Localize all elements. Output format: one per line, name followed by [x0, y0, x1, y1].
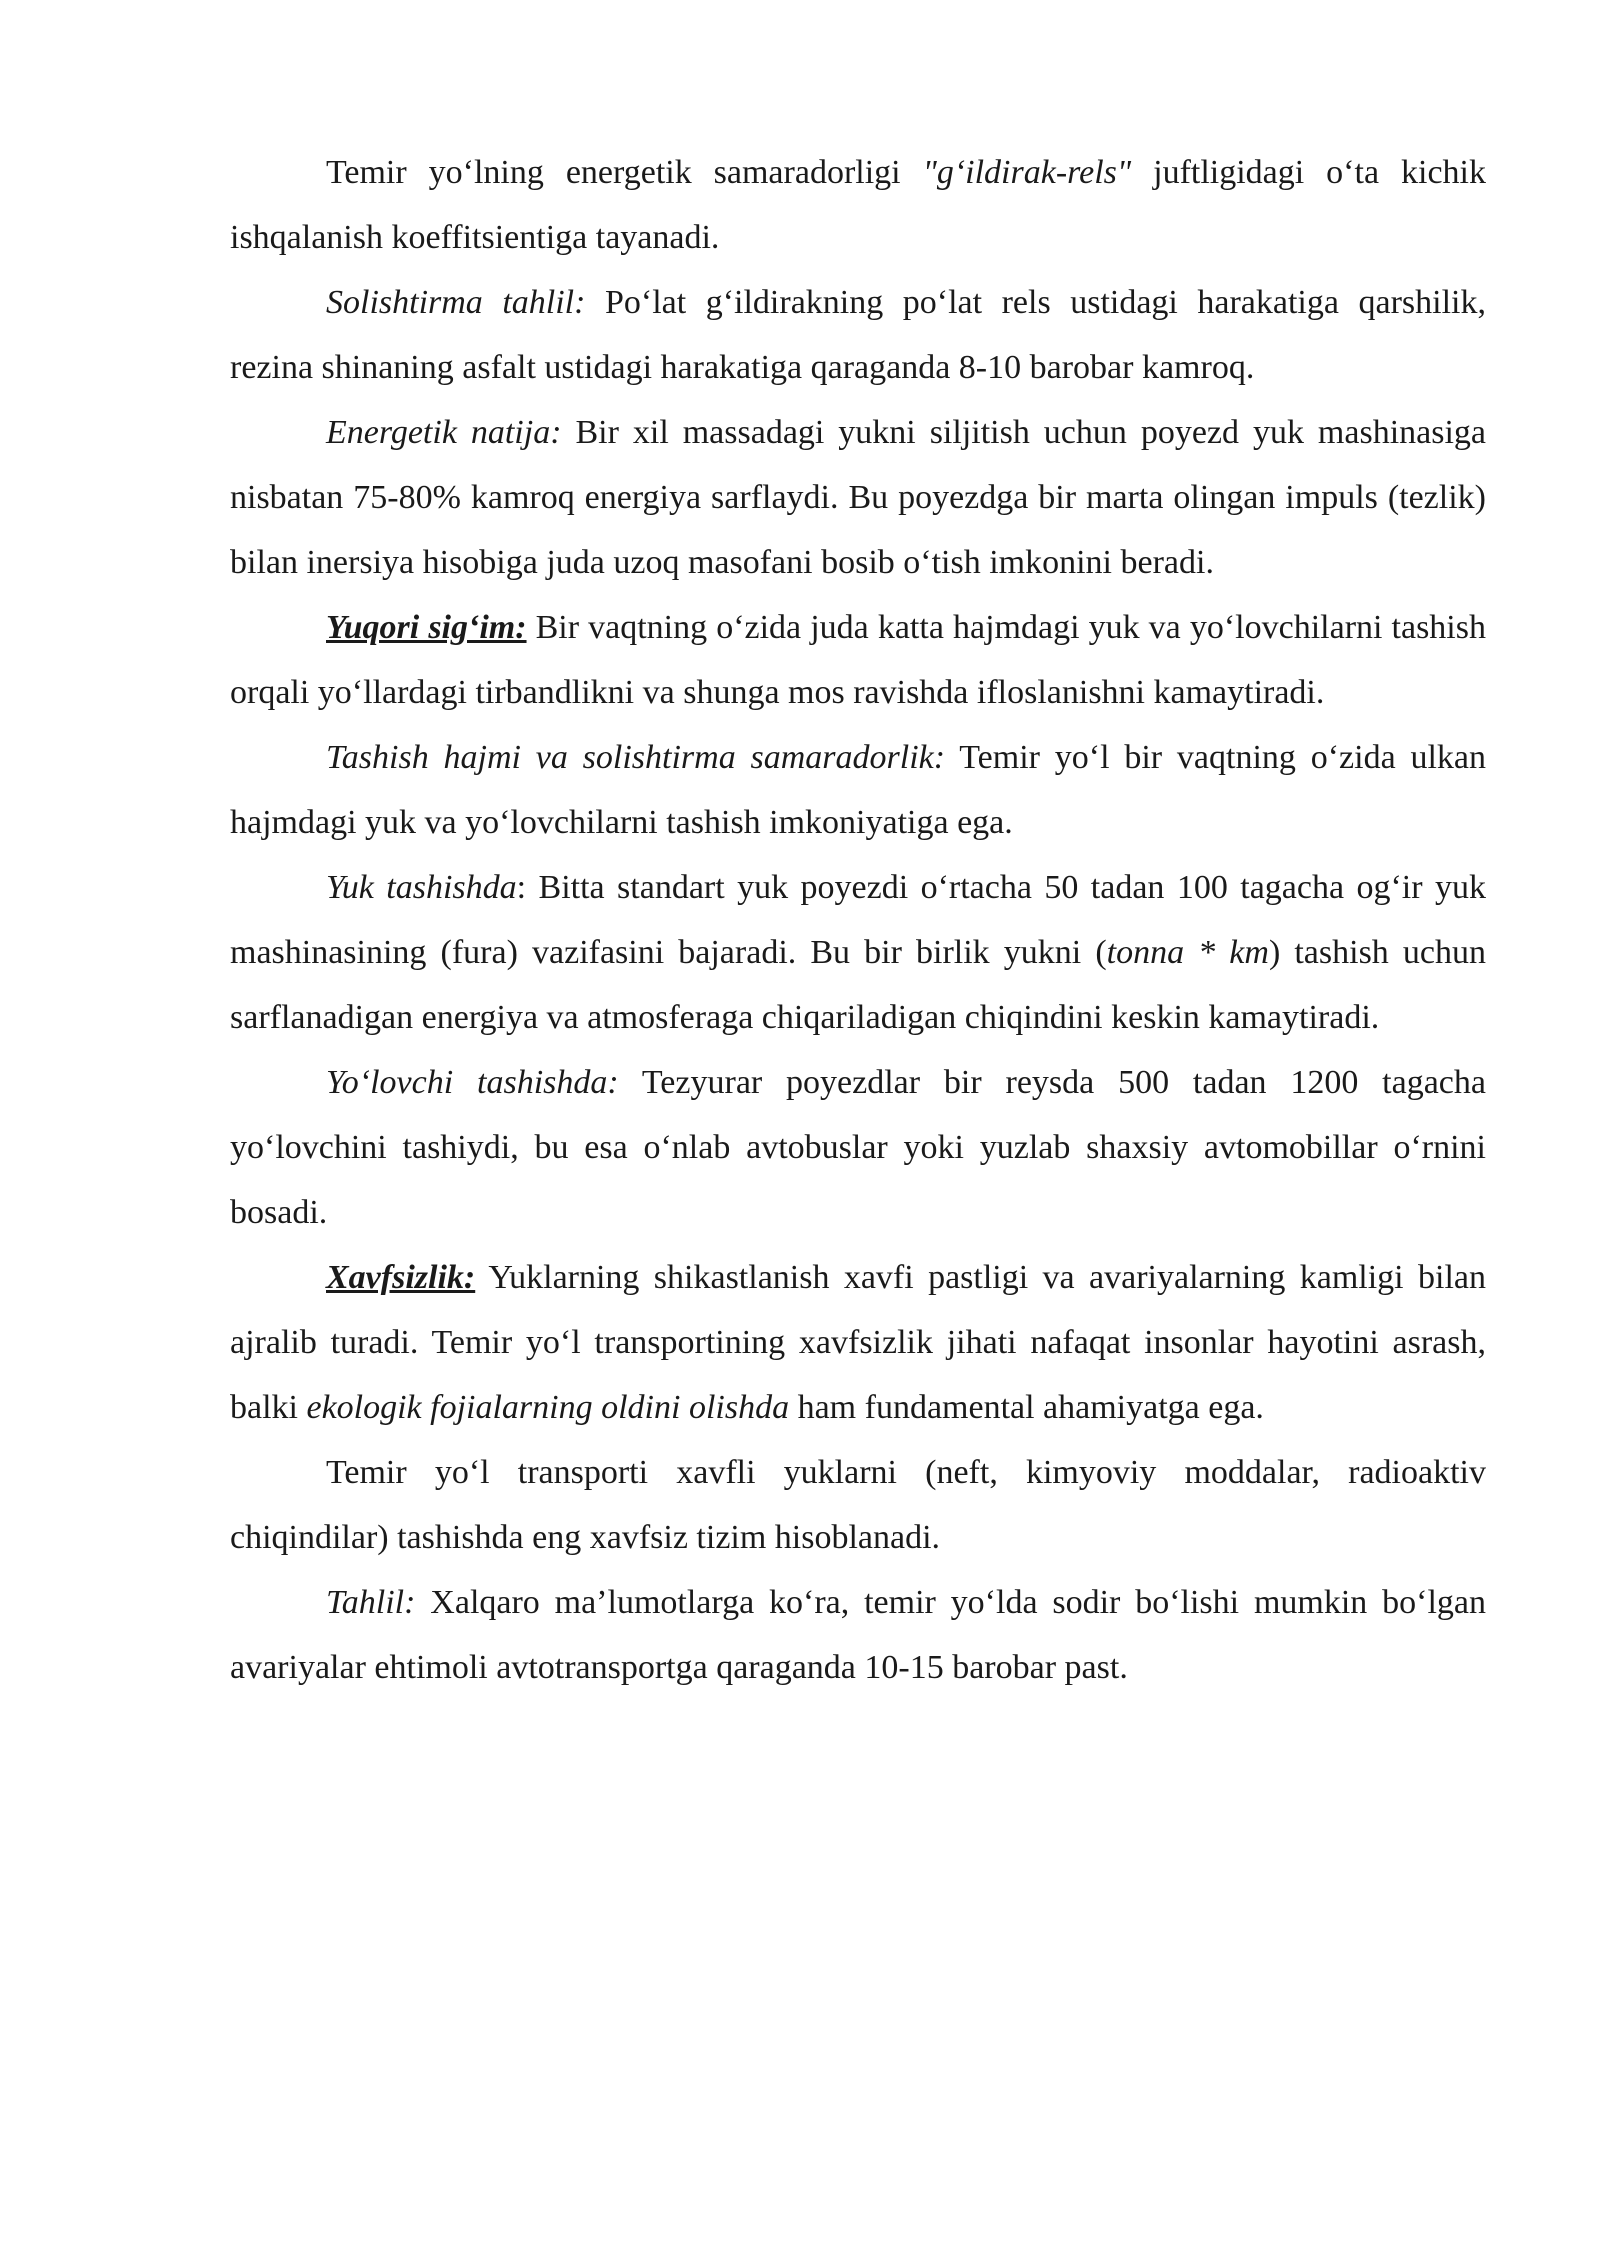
run: Temir yo‘lning energetik samaradorligi [326, 154, 923, 191]
run-italic: ekologik fojialarning oldini olishda [306, 1389, 790, 1426]
paragraph-analysis [230, 1570, 1486, 1700]
paragraph-energy-efficiency [230, 140, 1486, 270]
paragraph-freight [230, 855, 1486, 1050]
run: juftligidagi o‘ta kichik ishqalanish koeffitsientiga tayanadi. [230, 154, 1486, 256]
run: Bir xil massadagi yukni siljitish uchun poyezd yuk mashinasiga nisbatan 75-80% kamroq energiya sarflaydi. Bu poyezdga bir marta olingan impuls (tezlik) bilan inersiya hisobiga juda uzoq masofani bosib o‘tish imkonini beradi. [230, 414, 1486, 581]
paragraph-transport-volume [230, 725, 1486, 855]
run-heading: Yuqori sig‘im: [326, 609, 527, 646]
paragraph-safety [230, 1245, 1486, 1440]
run: ) tashish uchun sarflanadigan energiya va atmosferaga chiqariladigan chiqindini keskin kamaytiradi. [230, 934, 1486, 1036]
run-heading: Xavfsizlik: [326, 1259, 476, 1296]
run-italic: Tahlil: [326, 1584, 416, 1621]
run: Temir yo‘l transporti xavfli yuklarni (neft, kimyoviy moddalar, radioaktiv chiqindilar) tashishda eng xavfsiz tizim hisoblanadi. [230, 1454, 1486, 1556]
run: Tezyurar poyezdlar bir reysda 500 tadan 1200 tagacha yo‘lovchini tashiydi, bu esa o‘nlab avtobuslar yoki yuzlab shaxsiy avtomobillar o‘rnini bosadi. [230, 1064, 1486, 1231]
paragraph-energy-result [230, 400, 1486, 595]
run-italic: Yo‘lovchi tashishda: [326, 1064, 619, 1101]
run: Bir vaqtning o‘zida juda katta hajmdagi yuk va yo‘lovchilarni tashish orqali yo‘llardagi tirbandlikni va shunga mos ravishda ifloslanishni kamaytiradi. [230, 609, 1486, 711]
paragraph-comparative-analysis [230, 270, 1486, 400]
run-italic: Yuk tashishda [326, 869, 517, 906]
paragraph-hazardous-cargo [230, 1440, 1486, 1570]
run: Po‘lat g‘ildirakning po‘lat rels ustidagi harakatiga qarshilik, rezina shinaning asfalt ustidagi harakatiga qaraganda 8-10 barobar kamroq. [230, 284, 1486, 386]
run: Temir yo‘l bir vaqtning o‘zida ulkan hajmdagi yuk va yo‘lovchilarni tashish imkoniyatiga ega. [230, 739, 1487, 841]
run: : Bitta standart yuk poyezdi o‘rtacha 50 tadan 100 tagacha og‘ir yuk mashinasining (fura) vazifasini bajaradi. Bu bir birlik yukni ( [230, 869, 1486, 971]
paragraph-high-capacity [230, 595, 1486, 725]
document-page [230, 140, 1486, 1700]
run-italic: "g‘ildirak-rels" [922, 154, 1132, 191]
run: Yuklarning shikastlanish xavfi pastligi va avariyalarning kamligi bilan ajralib turadi. Temir yo‘l transportining xavfsizlik jihati nafaqat insonlar hayotini asrash, balki [230, 1259, 1486, 1426]
run: Xalqaro ma’lumotlarga ko‘ra, temir yo‘lda sodir bo‘lishi mumkin bo‘lgan avariyalar ehtimoli avtotransportga qaraganda 10-15 barobar past. [230, 1584, 1486, 1686]
run-italic: Tashish hajmi va solishtirma samaradorlik: [326, 739, 946, 776]
paragraph-passenger [230, 1050, 1486, 1245]
run-italic: tonna * km [1106, 934, 1269, 971]
run-italic: Solishtirma tahlil: [326, 284, 586, 321]
run-italic: Energetik natija: [326, 414, 562, 451]
run: ham fundamental ahamiyatga ega. [789, 1389, 1264, 1426]
